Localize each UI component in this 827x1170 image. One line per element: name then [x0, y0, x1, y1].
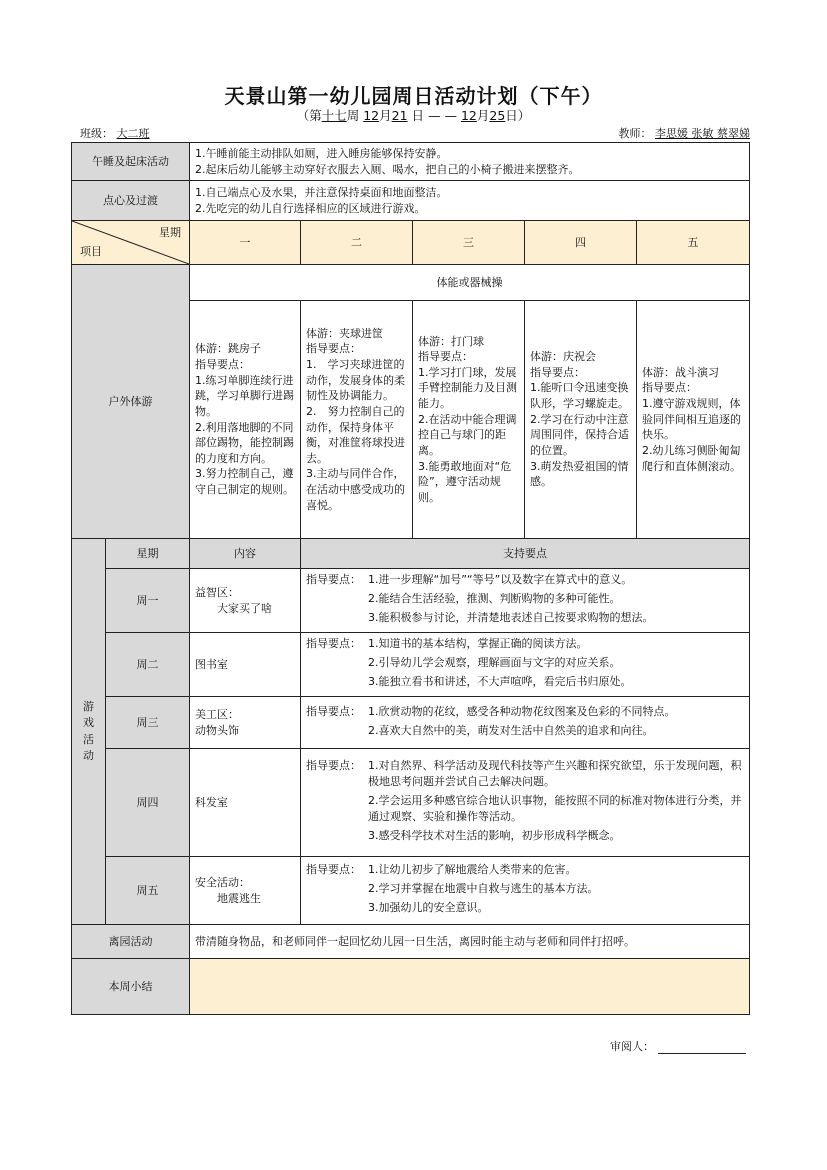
support-point: 1.欣赏动物的花纹，感受各种动物花纹图案及色彩的不同特点。 [368, 704, 676, 718]
support-point: 2.学习并掌握在地震中自救与逃生的基本方法。 [368, 882, 599, 896]
weekday-header-row [72, 221, 750, 265]
guide-label: 指导要点： [306, 637, 361, 651]
outdoor-subheader-row [72, 265, 750, 301]
day-friday: 五 [637, 221, 750, 265]
games-row-fri [72, 857, 750, 925]
day-monday: 一 [190, 221, 301, 265]
support-point: 2.能结合生活经验，推测、判断购物的多种可能性。 [368, 592, 621, 606]
games-content-thu: 科发室 [190, 749, 301, 857]
outdoor-subheader: 体能或器械操 [190, 265, 750, 301]
guide-label: 指导要点： [306, 704, 361, 718]
reviewer-signature-line[interactable] [658, 1041, 746, 1054]
month-label: 月 [379, 108, 392, 123]
nap-row [72, 143, 750, 181]
games-day-thu: 周四 [106, 749, 190, 857]
games-row-mon [72, 569, 750, 633]
outdoor-activity-mon: 体游：跳房子 指导要点： 1.练习单脚连续行进跳，学习单脚行进踢物。 2.利用落地脚的不同部位踢物，能控制踢的力度和方向。 3.努力控制自己，遵守自己制定的规则。 [190, 301, 301, 539]
outdoor-activity-wed: 体游：打门球 指导要点： 1.学习打门球，发展手臂控制能力及目测能力。 2.在活动中能合理调控自己与球门的距离。 3.能勇敢地面对“危险”，遵守活动规则。 [413, 301, 525, 539]
summary-label: 本周小结 [72, 959, 190, 1015]
week-suffix: 周 [346, 108, 360, 123]
guide-label: 指导要点： [306, 863, 361, 877]
nap-content: 1.午睡前能主动排队如厕，进入睡房能够保持安静。 2.起床后幼儿能够主动穿好衣服去入厕、喝水，把自己的小椅子搬进来摆整齐。 [190, 143, 750, 181]
support-point: 1.让幼儿初步了解地震给人类带来的危害。 [368, 863, 577, 877]
reviewer-label: 审阅人： [610, 1040, 654, 1053]
support-point: 2.学会运用多种感官综合地认识事物，能按照不同的标准对物体进行分类，并通过观察、实验和操作等活动。 [368, 794, 742, 823]
outdoor-activity-tue: 体游：夹球进筐 指导要点： 1. 学习夹球进筐的动作，发展身体的柔韧性及协调能力。 2. 努力控制自己的动作，保持身体平衡，对准筐将球投进去。 3.主动与同伴合作，在活动中感受成功的喜悦。 [301, 301, 413, 539]
date-separator: 日 — — [411, 108, 457, 123]
snack-label: 点心及过渡 [72, 181, 190, 221]
leave-label: 离园活动 [72, 925, 190, 959]
support-point: 3.感受科学技术对生活的影响，初步形成科学概念。 [368, 828, 621, 842]
games-label-text: 游戏活动 [83, 699, 94, 762]
games-support-thu [301, 749, 750, 857]
reviewer [610, 1038, 746, 1054]
teacher-label: 教师： [618, 127, 652, 140]
games-row-wed [72, 697, 750, 749]
end-month: 12 [460, 108, 477, 123]
end-day: 25 [489, 108, 506, 123]
games-support-fri [301, 857, 750, 925]
games-support-tue [301, 633, 750, 697]
activity-plan-table [71, 142, 750, 1015]
support-point: 1.知道书的基本结构，掌握正确的阅读方法。 [368, 637, 588, 651]
support-point: 2.引导幼儿学会观察，理解画面与文字的对应关系。 [368, 656, 621, 670]
games-content-tue: 图书室 [190, 633, 301, 697]
outdoor-label: 户外体游 [72, 265, 190, 539]
games-day-tue: 周二 [106, 633, 190, 697]
support-point: 3.能独立看书和讲述，不大声喧哗，看完后书归原处。 [368, 674, 632, 688]
games-support-wed [301, 697, 750, 749]
games-header-row [72, 539, 750, 569]
games-day-fri: 周五 [106, 857, 190, 925]
games-row-tue [72, 633, 750, 697]
day-wednesday: 三 [413, 221, 525, 265]
games-col-content: 内容 [190, 539, 301, 569]
guide-label: 指导要点： [306, 759, 361, 773]
summary-content[interactable] [190, 959, 750, 1015]
games-content-wed: 美工区： 动物头饰 [190, 697, 301, 749]
day-thursday: 四 [525, 221, 637, 265]
outdoor-activity-thu: 体游：庆祝会 指导要点： 1.能听口令迅速变换队形，学习螺旋走。 2.学习在行动中注意周围同伴，保持合适的位置。 3.萌发热爱祖国的情感。 [525, 301, 637, 539]
nap-label: 午睡及起床活动 [72, 143, 190, 181]
games-day-wed: 周三 [106, 697, 190, 749]
header-item-label: 项目 [80, 245, 102, 259]
snack-content: 1.自己端点心及水果，并注意保持桌面和地面整洁。 2.先吃完的幼儿自行选择相应的区域进行游戏。 [190, 181, 750, 221]
outdoor-activity-fri: 体游：战斗演习 指导要点： 1.遵守游戏规则，体验同伴间相互追逐的快乐。 2.幼儿练习侧卧匍匐爬行和直体侧滚动。 [637, 301, 750, 539]
games-content-fri: 安全活动： 地震逃生 [190, 857, 301, 925]
games-support-mon [301, 569, 750, 633]
guide-label: 指导要点： [306, 573, 361, 587]
snack-row [72, 181, 750, 221]
subtitle-prefix: （第 [296, 108, 322, 123]
subtitle-suffix: 日） [505, 108, 531, 123]
games-row-thu [72, 749, 750, 857]
leave-row [72, 925, 750, 959]
week-number: 十七 [321, 108, 347, 123]
meta-row [80, 125, 750, 141]
games-col-support: 支持要点 [301, 539, 750, 569]
teacher-info [619, 125, 751, 141]
page-title: 天景山第一幼儿园周日活动计划（下午） [224, 84, 603, 108]
class-info [80, 125, 150, 141]
games-col-day: 星期 [106, 539, 190, 569]
start-month: 12 [363, 108, 380, 123]
class-label: 班级： [80, 127, 113, 140]
day-tuesday: 二 [301, 221, 413, 265]
week-item-header [72, 221, 190, 265]
games-content-mon: 益智区： 大家买了啥 [190, 569, 301, 633]
teacher-value: 李思媛 张敏 蔡翠娣 [655, 127, 750, 140]
support-point: 1.进一步理解“加号”“等号”以及数字在算式中的意义。 [368, 573, 633, 587]
games-day-mon: 周一 [106, 569, 190, 633]
start-day: 21 [391, 108, 408, 123]
header-week-label: 星期 [159, 226, 181, 239]
games-label [72, 539, 106, 925]
month-label-2: 月 [476, 108, 490, 123]
support-point: 1.对自然界、科学活动及现代科技等产生兴趣和探究欲望，乐于发现问题，积极地思考问题并尝试自己去解决问题。 [368, 759, 742, 789]
support-point: 2.喜欢大自然中的美，萌发对生活中自然美的追求和向往。 [368, 723, 654, 737]
support-point: 3.能积极参与讨论，并清楚地表述自己按要求购物的想法。 [368, 610, 654, 624]
support-point: 3.加强幼儿的安全意识。 [368, 900, 489, 914]
date-range [0, 106, 827, 124]
leave-content: 带清随身物品，和老师同伴一起回忆幼儿园一日生活，离园时能主动与老师和同伴打招呼。 [190, 925, 750, 959]
class-value: 大二班 [116, 127, 150, 140]
summary-row [72, 959, 750, 1015]
